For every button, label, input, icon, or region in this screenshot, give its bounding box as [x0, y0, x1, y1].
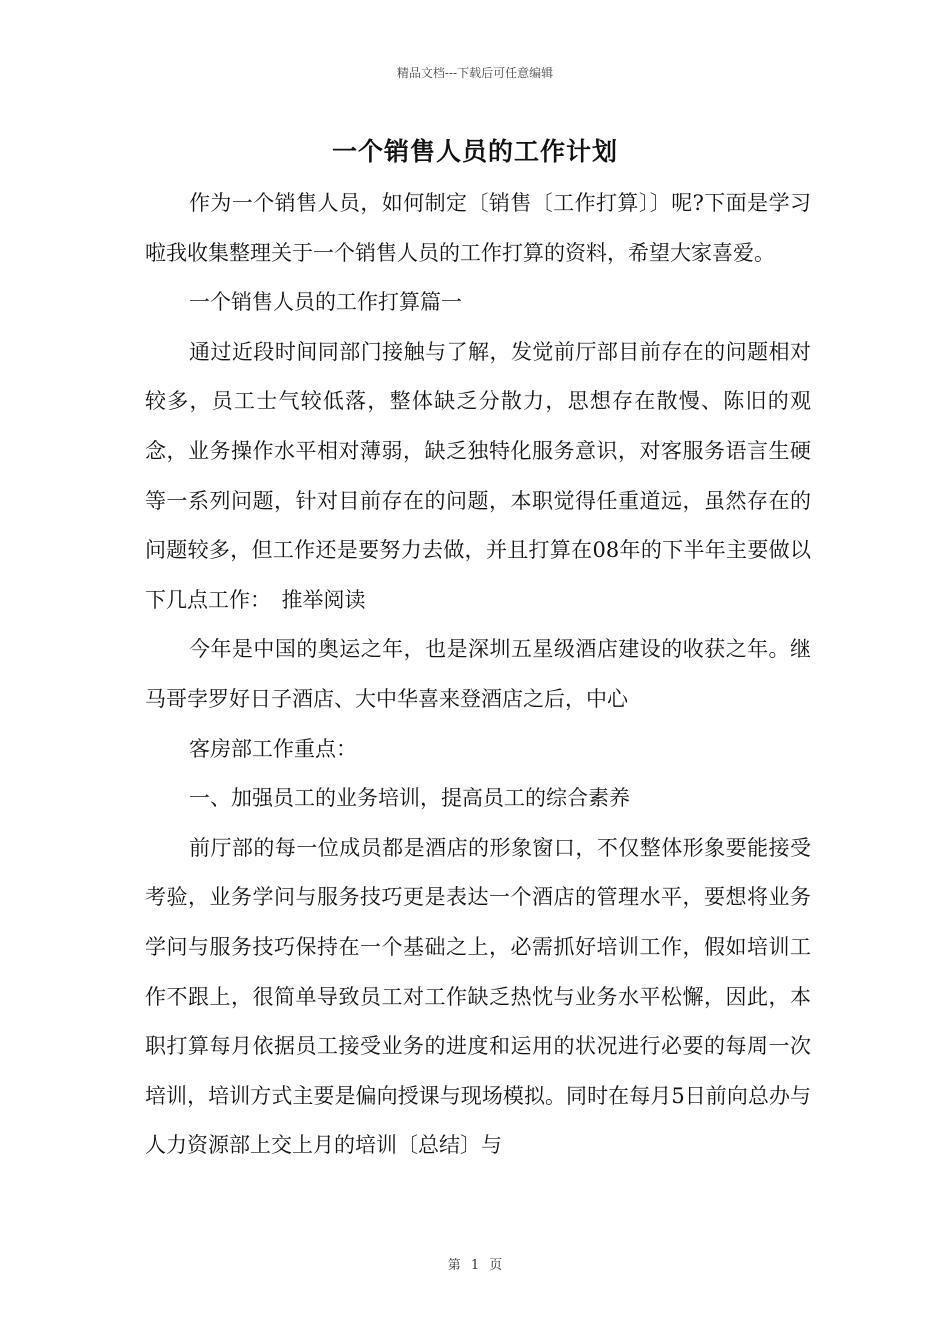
- page-footer-prefix: 第: [447, 1258, 461, 1273]
- paragraph-olympic-year: 今年是中国的奥运之年，也是深圳五星级酒店建设的收获之年。继马哥孛罗好日子酒店、大中华喜来登酒店之后，中心: [145, 637, 811, 711]
- document-title: 一个销售人员的工作计划: [331, 137, 618, 166]
- paragraph-intro: 作为一个销售人员，如何制定〔销售〔工作打算〕〕呢?下面是学习啦我收集整理关于一个销售人员的工作打算的资料，希望大家喜爱。: [145, 191, 811, 265]
- document-body: [145, 179, 811, 1171]
- paragraph-training: 前厅部的每一位成员都是酒店的形象窗口，不仅整体形象要能接受考验，业务学问与服务技巧更是表达一个酒店的管理水平，要想将业务学问与服务技巧保持在一个基础之上，必需抓好培训工作，假如培训工作不跟上，很简单导致员工对工作缺乏热忱与业务水平松懈，因此，本职打算每月依据员工接受业务的进度和运用的状况进行必要的每周一次培训，培训方式主要是偏向授课与现场模拟。同时在每月5日前向总办与人力资源部上交上月的培训〔总结〕与: [145, 835, 811, 1158]
- paragraph-section-heading: 一个销售人员的工作打算篇一: [189, 290, 462, 315]
- page-footer-suffix: 页: [489, 1258, 503, 1273]
- header-note: 精品文档---下载后可任意编辑: [396, 66, 554, 80]
- page-footer: [0, 1254, 950, 1273]
- paragraph-housekeeping-focus: 客房部工作重点：: [189, 736, 357, 761]
- page-number: 1: [470, 1258, 480, 1273]
- paragraph-item-one-heading: 一、加强员工的业务培训，提高员工的综合素养: [189, 786, 630, 811]
- paragraph-problems: 通过近段时间同部门接触与了解，发觉前厅部目前存在的问题相对较多，员工士气较低落，整体缺乏分散力，思想存在散慢、陈旧的观念，业务操作水平相对薄弱，缺乏独特化服务意识，对客服务语言生硬等一系列问题，针对目前存在的问题，本职觉得任重道远，虽然存在的问题较多，但工作还是要努力去做，并且打算在08年的下半年主要做以下几点工作： 推举阅读: [145, 339, 811, 612]
